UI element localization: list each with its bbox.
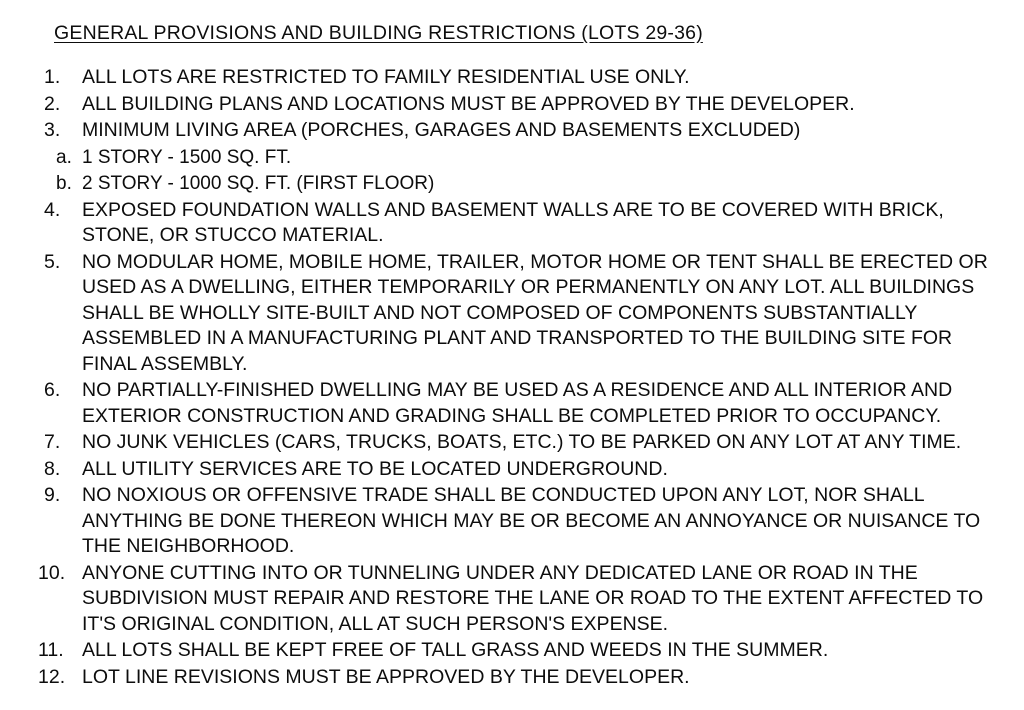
list-item bbox=[30, 198, 994, 249]
list-item-text: ALL BUILDING PLANS AND LOCATIONS MUST BE APPROVED BY THE DEVELOPER. bbox=[82, 92, 855, 115]
list-item-text: EXPOSED FOUNDATION WALLS AND BASEMENT WALLS ARE TO BE COVERED WITH BRICK, STONE, OR STUCCO MATERIAL. bbox=[82, 198, 944, 246]
list-item-text: ANYONE CUTTING INTO OR TUNNELING UNDER ANY DEDICATED LANE OR ROAD IN THE SUBDIVISION MUST REPAIR AND RESTORE THE LANE OR ROAD TO THE EXTENT AFFECTED TO IT'S ORIGINAL CONDITION, ALL AT SUCH PERSON'S EXPENSE. bbox=[82, 561, 984, 635]
list-item bbox=[30, 250, 994, 378]
list-item bbox=[30, 92, 994, 118]
list-item-marker: 6. bbox=[44, 379, 61, 401]
list-item-text: 2 STORY - 1000 SQ. FT. (FIRST FLOOR) bbox=[82, 173, 435, 194]
list-item bbox=[30, 561, 994, 638]
list-item-marker: 1. bbox=[44, 66, 61, 88]
list-item-marker: 8. bbox=[44, 457, 61, 480]
list-item bbox=[30, 483, 994, 560]
list-item bbox=[30, 430, 994, 456]
list-item-marker: a. bbox=[56, 146, 72, 168]
list-item-text: NO NOXIOUS OR OFFENSIVE TRADE SHALL BE CONDUCTED UPON ANY LOT, NOR SHALL ANYTHING BE DONE THEREON WHICH MAY BE OR BECOME AN ANNOYANCE OR NUISANCE TO THE NEIGHBORHOOD. bbox=[82, 484, 981, 557]
list-item-text: ALL LOTS ARE RESTRICTED TO FAMILY RESIDENTIAL USE ONLY. bbox=[82, 66, 690, 88]
list-item bbox=[30, 638, 994, 664]
list-item-marker: 2. bbox=[44, 92, 61, 115]
list-item-marker: 10. bbox=[38, 561, 66, 584]
list-item-text: NO PARTIALLY-FINISHED DWELLING MAY BE USED AS A RESIDENCE AND ALL INTERIOR AND EXTERIOR CONSTRUCTION AND GRADING SHALL BE COMPLETED PRIOR TO OCCUPANCY. bbox=[82, 379, 953, 427]
list-item-text: ALL LOTS SHALL BE KEPT FREE OF TALL GRASS AND WEEDS IN THE SUMMER. bbox=[82, 639, 829, 661]
list-item-text: ALL UTILITY SERVICES ARE TO BE LOCATED UNDERGROUND. bbox=[82, 457, 668, 480]
list-item-marker: b. bbox=[56, 173, 72, 194]
list-item-marker: 7. bbox=[44, 431, 61, 453]
list-item-marker: 3. bbox=[44, 119, 61, 141]
list-item-text: LOT LINE REVISIONS MUST BE APPROVED BY THE DEVELOPER. bbox=[82, 665, 690, 688]
list-item-marker: 11. bbox=[38, 639, 64, 661]
list-item-text: 1 STORY - 1500 SQ. FT. bbox=[82, 146, 292, 168]
list-item bbox=[30, 118, 994, 144]
list-item bbox=[30, 665, 994, 691]
list-item-text: NO JUNK VEHICLES (CARS, TRUCKS, BOATS, ETC.) TO BE PARKED ON ANY LOT AT ANY TIME. bbox=[82, 431, 962, 453]
list-item-text: MINIMUM LIVING AREA (PORCHES, GARAGES AND BASEMENTS EXCLUDED) bbox=[82, 119, 801, 141]
list-item bbox=[30, 65, 994, 91]
list-item-text: NO MODULAR HOME, MOBILE HOME, TRAILER, MOTOR HOME OR TENT SHALL BE ERECTED OR USED AS A DWELLING, EITHER TEMPORARILY OR PERMANENTLY ON ANY LOT. ALL BUILDINGS SHALL BE WHOLLY SITE-BUILT AND NOT COMPOSED OF COMPONENTS SUBSTANTIALLY ASSEMBLED IN A MANUFACTURING PLANT AND TRANSPORTED TO THE BUILDING SITE FOR FINAL ASSEMBLY. bbox=[82, 250, 988, 375]
list-item-marker: 9. bbox=[44, 484, 61, 506]
list-item bbox=[30, 171, 994, 197]
list-item-marker: 5. bbox=[44, 250, 61, 273]
list-item-marker: 12. bbox=[38, 665, 66, 688]
list-item-marker: 4. bbox=[44, 198, 61, 221]
list-item bbox=[30, 378, 994, 429]
list-item bbox=[30, 145, 994, 171]
provisions-list bbox=[30, 65, 994, 690]
page-title: GENERAL PROVISIONS AND BUILDING RESTRICTIONS (LOTS 29-36) bbox=[54, 22, 703, 44]
list-item bbox=[30, 457, 994, 483]
